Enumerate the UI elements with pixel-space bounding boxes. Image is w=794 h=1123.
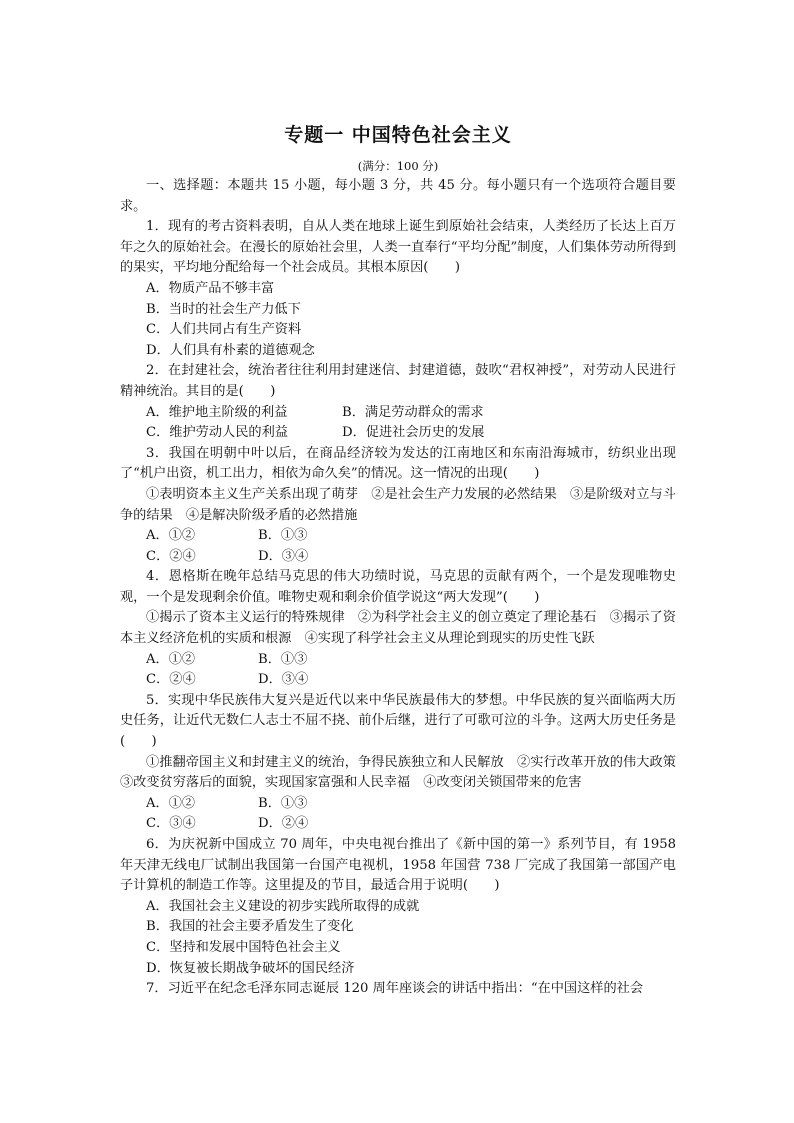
question-4-options-row-1 (120, 650, 676, 671)
question-2-options-row-1 (120, 403, 676, 424)
question-4-options-row-2 (120, 670, 676, 691)
question-3-options-row-2 (120, 547, 676, 568)
question-3-option-d: D．③④ (258, 548, 309, 564)
question-1-option-d: D．人们具有朴素的道德观念 (146, 342, 315, 358)
question-2-option-a: A．维护地主阶级的利益 (146, 404, 288, 420)
question-3-options-row-1 (120, 526, 676, 547)
question-1-option-c: C．人们共同占有生产资料 (146, 322, 302, 338)
question-4-items: ①揭示了资本主义运行的特殊规律 ②为科学社会主义的创立奠定了理论基石 ③揭示了资本主义经济危机的实质和根源 ④实现了科学社会主义从理论到现实的历史性飞跃 (120, 610, 676, 647)
question-1-stem: 1．现有的考古资料表明，自从人类在地球上诞生到原始社会结束，人类经历了长达上百万年之久的原始社会。在漫长的原始社会里，人类一直奉行“平均分配”制度，人们集体劳动所得到的果实，平均地分配给每一个社会成员。其根本原因( ) (120, 219, 676, 276)
question-6-stem: 6．为庆祝新中国成立 70 周年，中央电视台推出了《新中国的第一》系列节目，有 1958 年天津无线电厂试制出我国第一台国产电视机，1958 年国营 738 厂完成了我国第一部国产电子计算机的制造工作等。这里提及的节目，最适合用于说明( ) (120, 837, 676, 894)
page-title: 专题一 中国特色社会主义 (284, 124, 512, 146)
question-6-option-a: A．我国社会主义建设的初步实践所取得的成就 (146, 898, 420, 914)
question-5-options-row-2 (120, 814, 676, 835)
section-heading: 一、选择题：本题共 15 小题，每小题 3 分，共 45 分。每小题只有一个选项符合题目要求。 (120, 178, 676, 214)
question-2-option-d: D．促进社会历史的发展 (342, 425, 485, 441)
question-2-option-b: B．满足劳动群众的需求 (342, 404, 484, 420)
question-4-option-c: C．②④ (146, 672, 196, 688)
question-6-option-d: D．恢复被长期战争破坏的国民经济 (146, 960, 355, 976)
question-3-stem: 3．我国在明朝中叶以后，在商品经济较为发达的江南地区和东南沿海城市，纺织业出现了“机户出资，机工出力，相依为命久矣”的情况。这一情况的出现( ) (120, 445, 676, 482)
question-6-option-c: C．坚持和发展中国特色社会主义 (146, 939, 341, 955)
question-4-option-d: D．③④ (258, 672, 309, 688)
question-5-items: ①推翻帝国主义和封建主义的统治，争得民族独立和人民解放 ②实行改革开放的伟大政策 ③改变贫穷落后的面貌，实现国家富强和人民幸福 ④改变闭关锁国带来的危害 (120, 754, 690, 791)
question-2-options-row-2 (120, 423, 676, 444)
question-5-option-b: B．①③ (258, 795, 308, 811)
question-3-items: ①表明资本主义生产关系出现了萌芽 ②是社会生产力发展的必然结果 ③是阶级对立与斗争的结果 ④是解决阶级矛盾的必然措施 (120, 486, 676, 523)
document-page (120, 122, 690, 1000)
question-4-option-a: A．①② (146, 651, 196, 667)
question-5-option-c: C．③④ (146, 816, 196, 832)
question-4-option-b: B．①③ (258, 651, 308, 667)
question-4-stem: 4．恩格斯在晚年总结马克思的伟大功绩时说，马克思的贡献有两个，一个是发现唯物史观，一个是发现剩余价值。唯物史观和剩余价值学说这“两大发现”( ) (120, 569, 676, 605)
question-2-option-c: C．维护劳动人民的利益 (146, 425, 288, 441)
question-3-option-a: A．①② (146, 528, 196, 544)
question-6-option-b: B．我国的社会主要矛盾发生了变化 (146, 919, 354, 935)
question-3-option-b: B．①③ (258, 528, 308, 544)
question-5-options-row-1 (120, 794, 676, 815)
question-3-option-c: C．②④ (146, 548, 196, 564)
question-5-option-d: D．②④ (258, 816, 309, 832)
question-5-option-a: A．①② (146, 795, 196, 811)
question-1-option-b: B．当时的社会生产力低下 (146, 301, 301, 317)
score-note: (满分：100 分) (357, 159, 439, 173)
question-7-stem: 7．习近平在纪念毛泽东同志诞辰 120 周年座谈会的讲话中指出：“在中国这样的社会 (146, 981, 644, 997)
question-2-stem: 2．在封建社会，统治者往往利用封建迷信、封建道德，鼓吹“君权神授”，对劳动人民进行精神统治。其目的是( ) (120, 363, 676, 399)
question-1-option-a: A．物质产品不够丰富 (146, 280, 275, 296)
question-5-stem: 5．实现中华民族伟大复兴是近代以来中华民族最伟大的梦想。中华民族的复兴面临两大历史任务，让近代无数仁人志士不屈不挠、前仆后继，进行了可歌可泣的斗争。这两大历史任务是( ) (120, 692, 676, 750)
